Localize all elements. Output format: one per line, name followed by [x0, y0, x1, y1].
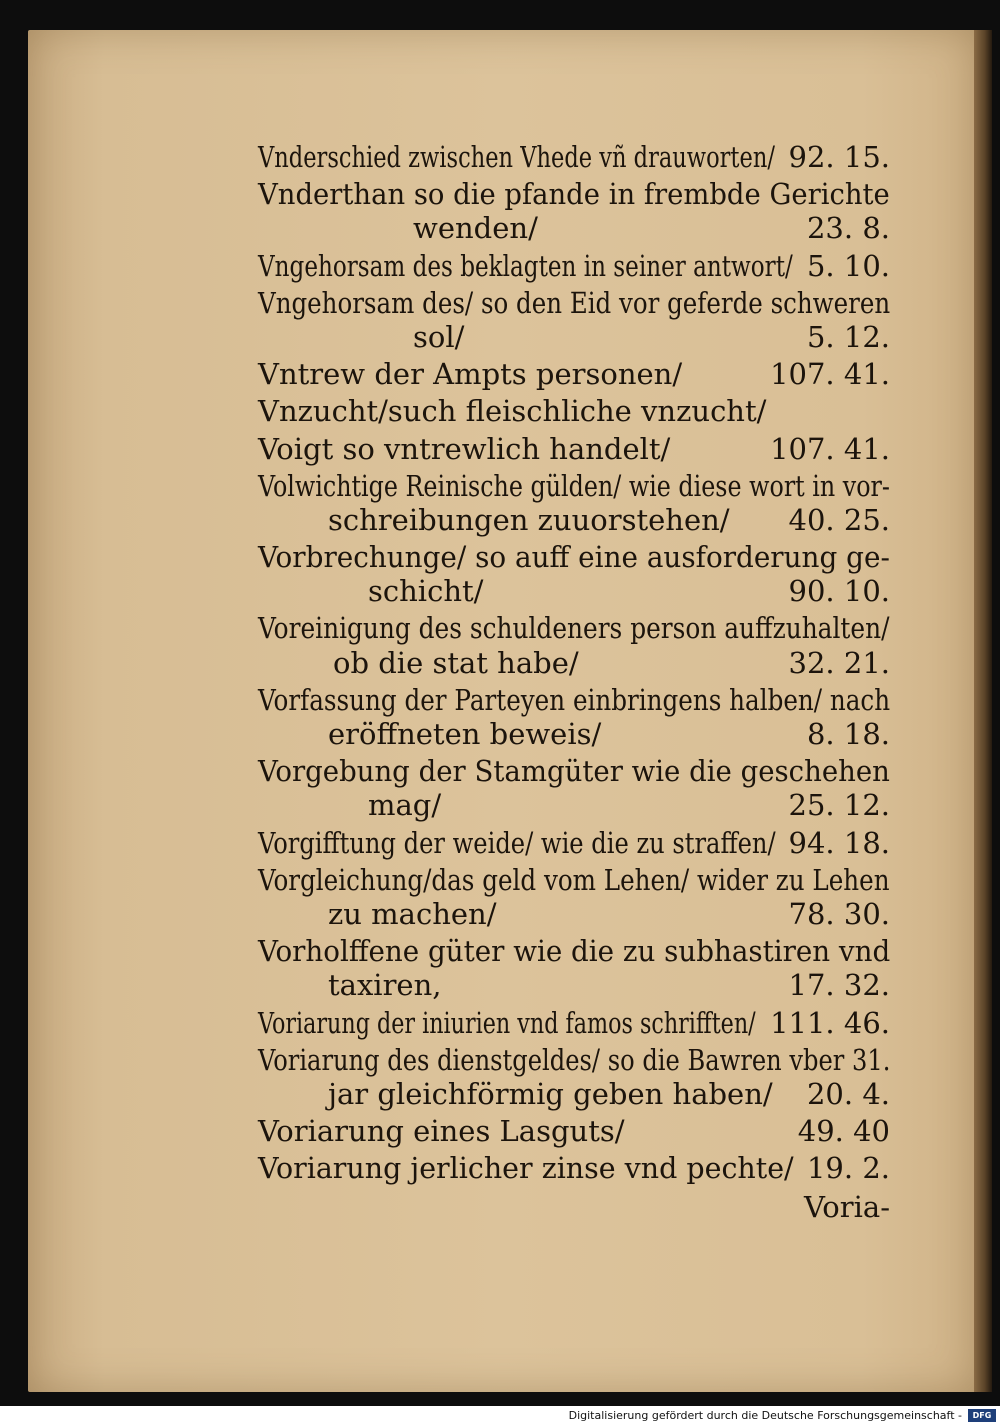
index-line: [258, 540, 890, 574]
index-line: [258, 249, 890, 283]
entry-text: mag/: [368, 788, 442, 823]
page-reference: 40. 25.: [788, 502, 890, 537]
index-line: [258, 574, 890, 608]
index-entry: [258, 1151, 890, 1185]
index-line: [258, 1077, 890, 1111]
index-line: [258, 1151, 890, 1185]
entry-text: Volwichtige Reinische gülden/ wie diese wort in vor-: [258, 468, 890, 503]
index-line: [258, 897, 890, 931]
page-reference: 78. 30.: [788, 896, 890, 931]
page-reference: 111. 46.: [770, 1005, 890, 1040]
index-line: [258, 968, 890, 1002]
page-reference: 20. 4.: [806, 1076, 890, 1111]
entry-text: sol/: [413, 319, 465, 354]
page-reference: 107. 41.: [770, 357, 890, 392]
index-entry: [258, 177, 890, 245]
index-line: [258, 826, 890, 860]
entry-text: Vorfassung der Parteyen einbringens halben/ nach: [258, 682, 891, 717]
entry-text: Vnderschied zwischen Vhede vñ drauworten/: [258, 140, 775, 174]
book-spine: [974, 30, 992, 1392]
index-entry: [258, 432, 890, 466]
entry-text: Vnzucht/such fleischliche vnzucht/: [258, 394, 767, 429]
index-line: [258, 211, 890, 245]
page-reference: 94. 18.: [788, 825, 890, 860]
entry-text: Vorgleichung/das geld vom Lehen/ wider zu Lehen: [258, 862, 890, 897]
index-line: [258, 934, 890, 968]
index-line: [258, 177, 890, 211]
index-line: [258, 611, 890, 645]
index-line: [258, 863, 890, 897]
page-reference: 90. 10.: [788, 574, 890, 609]
index-line: [258, 646, 890, 680]
entry-text: taxiren,: [328, 968, 442, 1003]
index-line: [258, 320, 890, 354]
index-entry: [258, 286, 890, 354]
index-entry: [258, 1114, 890, 1148]
index-line: [258, 1043, 890, 1077]
entry-text: ob die stat habe/: [333, 645, 579, 680]
footer-credit: Digitalisierung gefördert durch die Deutsche Forschungsgemeinschaft -: [568, 1409, 962, 1422]
entry-text: Voriarung jerlicher zinse vnd pechte/: [258, 1151, 794, 1186]
page-reference: 5. 12.: [806, 319, 890, 354]
index-entry: [258, 683, 890, 751]
page-reference: 17. 32.: [788, 968, 890, 1003]
entry-text: wenden/: [413, 211, 538, 246]
page-reference: 25. 12.: [788, 788, 890, 823]
index-line: [258, 1006, 890, 1040]
page-reference: 5. 10.: [806, 248, 890, 283]
entry-text: eröffneten beweis/: [328, 717, 602, 751]
index-line: [258, 754, 890, 788]
index-entry: [258, 1006, 890, 1040]
footer-bar: [0, 1406, 1000, 1425]
dfg-logo-icon: DFG: [968, 1409, 996, 1422]
index-line: [258, 683, 890, 717]
page-reference: 32. 21.: [788, 645, 890, 680]
index-line: [258, 394, 890, 428]
page-reference: 19. 2.: [806, 1151, 890, 1186]
entry-text: Voreinigung des schuldeners person auffzuhalten/: [258, 611, 890, 646]
index-line: [258, 357, 890, 391]
entry-text: Vngehorsam des beklagten in seiner antwort/: [258, 248, 793, 283]
index-line: [258, 503, 890, 537]
index-entry: [258, 1043, 890, 1111]
index-entry: [258, 357, 890, 391]
index-line: [258, 469, 890, 503]
entry-text: Vntrew der Ampts personen/: [258, 357, 683, 392]
page-reference: 8. 18.: [806, 717, 890, 751]
index-line: [258, 286, 890, 320]
entry-text: Vorgebung der Stamgüter wie die geschehen: [258, 754, 890, 789]
index-entry: [258, 140, 890, 174]
index-entry: [258, 469, 890, 537]
entry-text: schicht/: [368, 574, 484, 609]
index-entry: [258, 934, 890, 1002]
entry-text: Vorbrechunge/ so auff eine ausforderung ge-: [258, 540, 890, 575]
entry-text: Voriarung des dienstgeldes/ so die Bawren vber 31.: [258, 1042, 891, 1077]
entry-text: Vnderthan so die pfande in frembde Gerichte: [258, 177, 890, 212]
entry-text: Vngehorsam des/ so den Eid vor geferde schweren: [258, 285, 891, 320]
index-entry: [258, 611, 890, 679]
index-entry: [258, 754, 890, 822]
index-line: [258, 1114, 890, 1148]
entry-text: Vorgifftung der weide/ wie die zu straffen/: [258, 825, 776, 860]
entry-text: schreibungen zuuorstehen/: [328, 502, 730, 537]
entry-text: zu machen/: [328, 896, 497, 931]
index-line: [258, 432, 890, 466]
index-entry: [258, 826, 890, 860]
entry-text: Vorholffene güter wie die zu subhastiren vnd: [258, 934, 891, 969]
page-reference: 49. 40: [797, 1114, 890, 1149]
page-reference: 92. 15.: [788, 140, 890, 174]
index-entry: [258, 249, 890, 283]
index-entry: [258, 863, 890, 931]
index-line: [258, 140, 890, 174]
index-entry: [258, 540, 890, 608]
catchword: Voria-: [804, 1190, 890, 1225]
entry-text: Voigt so vntrewlich handelt/: [258, 431, 671, 466]
index-line: [258, 788, 890, 822]
entry-text: Voriarung eines Lasguts/: [258, 1114, 625, 1149]
register-index-list: [258, 140, 890, 1226]
entry-text: jar gleichförmig geben haben/: [328, 1076, 773, 1111]
entry-text: Voriarung der iniurien vnd famos schrifften/: [258, 1005, 756, 1040]
page-reference: 107. 41.: [770, 431, 890, 466]
index-line: [258, 717, 890, 751]
index-entry: [258, 394, 890, 428]
page-reference: 23. 8.: [806, 211, 890, 246]
